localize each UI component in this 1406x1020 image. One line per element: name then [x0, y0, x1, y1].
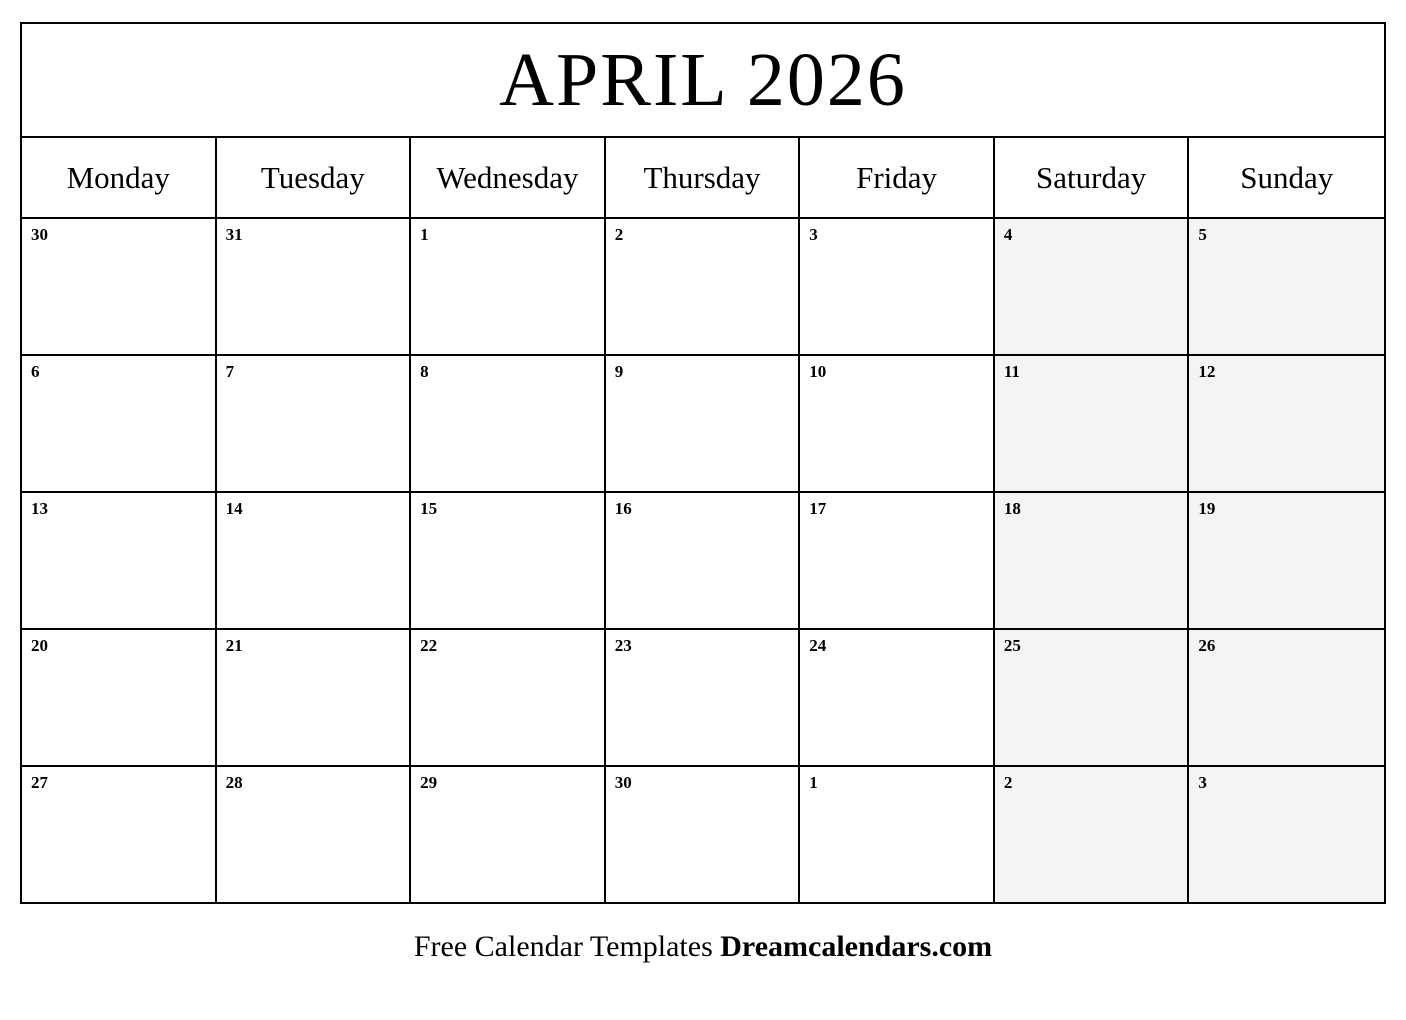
- day-cell[interactable]: [606, 767, 801, 902]
- day-number: 26: [1198, 636, 1216, 655]
- day-number: 9: [614, 362, 624, 381]
- day-cell[interactable]: [995, 767, 1190, 902]
- day-cell[interactable]: [217, 219, 412, 354]
- day-cell[interactable]: [411, 356, 606, 491]
- day-cell[interactable]: [217, 767, 412, 902]
- weekday-wednesday: Wednesday: [411, 138, 606, 217]
- day-cell[interactable]: [800, 219, 995, 354]
- day-cell[interactable]: [800, 767, 995, 902]
- day-cell[interactable]: [411, 493, 606, 628]
- weekday-thursday: Thursday: [606, 138, 801, 217]
- day-number: 7: [225, 362, 235, 381]
- footer-free-text: Free Calendar Templates: [413, 930, 721, 963]
- day-cell[interactable]: [22, 767, 217, 902]
- day-number: 4: [1003, 225, 1013, 244]
- day-number: 28: [225, 773, 243, 792]
- weekday-saturday: Saturday: [995, 138, 1190, 217]
- day-cell[interactable]: [995, 493, 1190, 628]
- page-title: APRIL 2026: [499, 38, 907, 122]
- day-cell[interactable]: [800, 356, 995, 491]
- day-number: 1: [809, 773, 818, 792]
- day-number: 13: [31, 499, 48, 518]
- day-cell[interactable]: [800, 630, 995, 765]
- day-number: 15: [420, 499, 438, 518]
- day-number: 20: [31, 636, 48, 655]
- day-cell[interactable]: [22, 356, 217, 491]
- day-number: 3: [1198, 773, 1207, 792]
- day-cell[interactable]: [411, 767, 606, 902]
- day-number: 10: [809, 362, 827, 381]
- day-number: 6: [31, 362, 40, 381]
- footer-brand-link[interactable]: Dreamcalendars.com: [720, 930, 993, 963]
- calendar-grid: [20, 22, 1386, 904]
- day-number: 30: [614, 773, 632, 792]
- day-cell[interactable]: [606, 219, 801, 354]
- day-number: 19: [1198, 499, 1216, 518]
- week-row: [22, 356, 1384, 493]
- weekday-monday: Monday: [22, 138, 217, 217]
- week-row: [22, 767, 1384, 902]
- weekday-friday: Friday: [800, 138, 995, 217]
- day-number: 12: [1198, 362, 1216, 381]
- footer: [0, 930, 1406, 964]
- day-cell[interactable]: [606, 356, 801, 491]
- day-cell[interactable]: [217, 493, 412, 628]
- day-number: 23: [614, 636, 632, 655]
- week-row: [22, 219, 1384, 356]
- day-cell[interactable]: [22, 493, 217, 628]
- day-number: 25: [1003, 636, 1021, 655]
- day-number: 29: [420, 773, 438, 792]
- week-row: [22, 493, 1384, 630]
- weekday-header-row: [22, 138, 1384, 219]
- day-number: 5: [1198, 225, 1207, 244]
- day-cell[interactable]: [800, 493, 995, 628]
- day-number: 31: [225, 225, 243, 244]
- day-cell[interactable]: [995, 630, 1190, 765]
- week-row: [22, 630, 1384, 767]
- day-number: 17: [809, 499, 827, 518]
- weekday-tuesday: Tuesday: [217, 138, 412, 217]
- day-cell[interactable]: [1189, 219, 1384, 354]
- day-number: 16: [614, 499, 632, 518]
- day-cell[interactable]: [411, 630, 606, 765]
- day-number: 2: [614, 225, 624, 244]
- day-number: 1: [420, 225, 429, 244]
- weekday-sunday: Sunday: [1240, 159, 1334, 195]
- day-number: 3: [809, 225, 818, 244]
- day-cell[interactable]: [1189, 493, 1384, 628]
- day-cell[interactable]: [22, 630, 217, 765]
- day-cell[interactable]: [1189, 630, 1384, 765]
- day-cell[interactable]: [1189, 356, 1384, 491]
- day-number: 18: [1003, 499, 1021, 518]
- day-cell[interactable]: [22, 219, 217, 354]
- day-cell[interactable]: [995, 356, 1190, 491]
- day-number: 30: [31, 225, 48, 244]
- day-number: 22: [420, 636, 438, 655]
- day-cell[interactable]: [217, 356, 412, 491]
- day-cell[interactable]: [1189, 767, 1384, 902]
- day-cell[interactable]: [411, 219, 606, 354]
- day-number: 21: [225, 636, 243, 655]
- day-number: 8: [420, 362, 429, 381]
- day-cell[interactable]: [995, 219, 1190, 354]
- day-number: 14: [225, 499, 243, 518]
- day-cell[interactable]: [217, 630, 412, 765]
- day-cell[interactable]: [606, 630, 801, 765]
- day-number: 11: [1003, 362, 1020, 381]
- calendar-title-row: [22, 24, 1384, 138]
- day-cell[interactable]: [606, 493, 801, 628]
- day-number: 24: [809, 636, 827, 655]
- day-number: 2: [1003, 773, 1013, 792]
- day-number: 27: [31, 773, 48, 792]
